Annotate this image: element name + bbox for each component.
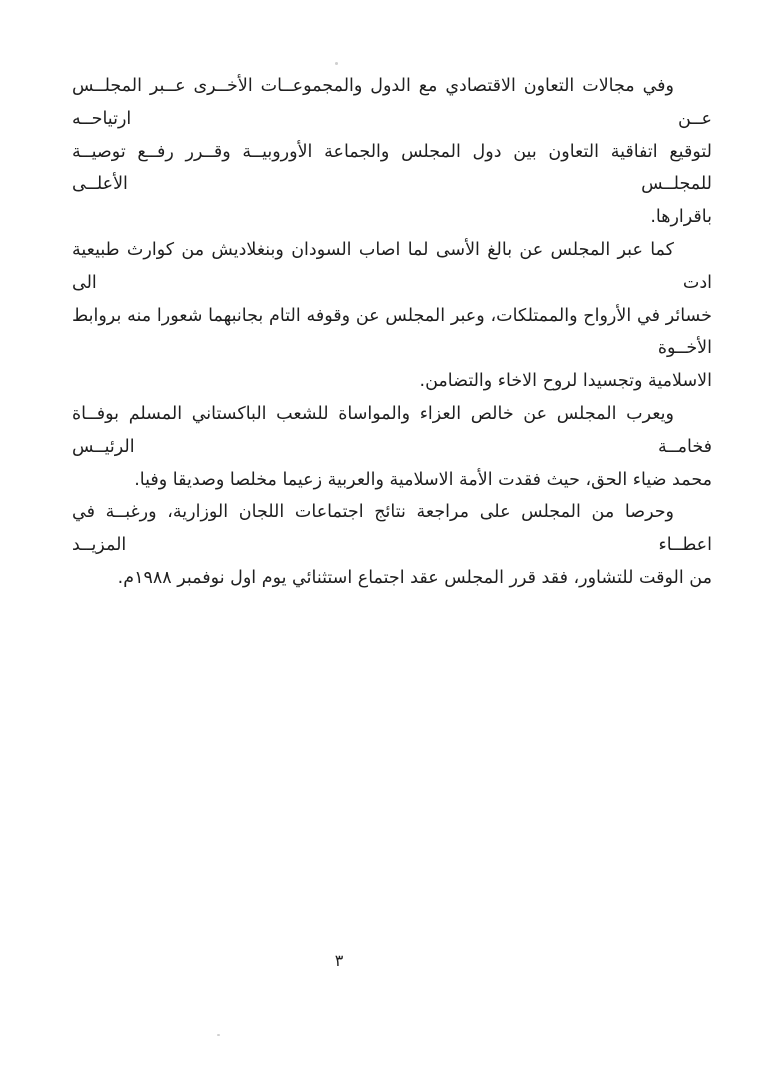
paragraph <box>72 496 712 594</box>
paragraph-line: كما عبر المجلس عن بالغ الأسى لما اصاب السودان وبنغلاديش من كوارث طبيعية ادت الى <box>72 239 712 293</box>
paragraph <box>72 234 712 398</box>
paragraph-line: من الوقت للتشاور، فقد قرر المجلس عقد اجتماع استثنائي يوم اول نوفمبر ١٩٨٨م. <box>117 567 712 588</box>
paragraph <box>72 70 712 234</box>
paragraph-line: الاسلامية وتجسيدا لروح الاخاء والتضامن. <box>419 371 712 392</box>
paragraph-line: لتوقيع اتفاقية التعاون بين دول المجلس والجماعة الأوروبيــة وقــرر رفــع توصيــة للمجلــس الأعلــى <box>72 141 712 195</box>
paragraph-line: خسائر في الأرواح والممتلكات، وعبر المجلس عن وقوفه التام بجانبهما شعورا منه بروابط الأخــوة <box>72 305 712 359</box>
scan-speck <box>335 62 338 65</box>
paragraph-line: وحرصا من المجلس على مراجعة نتائج اجتماعات اللجان الوزارية، ورغبــة في اعطــاء المزيــد <box>72 502 712 556</box>
paragraph-line: محمد ضياء الحق، حيث فقدت الأمة الاسلامية والعربية زعيما مخلصا وصديقا وفيا. <box>134 469 712 490</box>
paragraph <box>72 398 712 496</box>
document-text-block <box>72 70 712 595</box>
paragraph-line: وفي مجالات التعاون الاقتصادي مع الدول والمجموعــات الأخــرى عــبر المجلــس عــن ارتياحــه <box>72 76 712 129</box>
paragraph-line: باقرارها. <box>650 207 712 228</box>
paragraph-line: ويعرب المجلس عن خالص العزاء والمواساة للشعب الباكستاني المسلم بوفــاة فخامــة الرئيــس <box>72 403 712 457</box>
page-number: ٣ <box>334 951 344 970</box>
scan-speck <box>217 1034 220 1036</box>
